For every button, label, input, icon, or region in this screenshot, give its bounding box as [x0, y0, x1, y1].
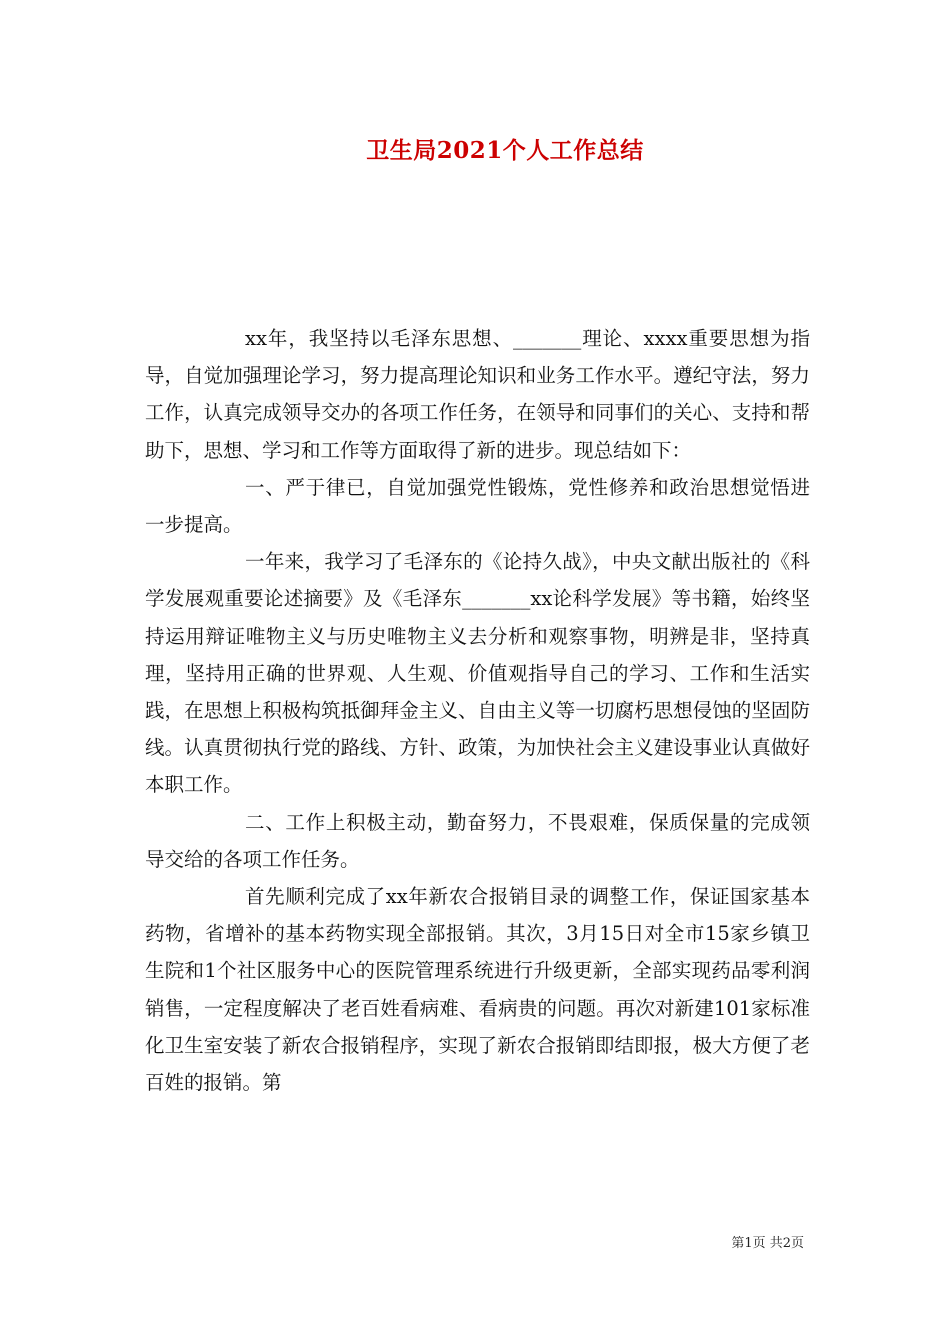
- document-title: 卫生局2021个人工作总结: [366, 137, 644, 164]
- paragraph-section-1-heading: 一、严于律已，自觉加强党性锻炼，党性修养和政治思想觉悟进一步提高。: [145, 475, 810, 537]
- paragraph-section-2-heading: 二、工作上积极主动，勤奋努力，不畏艰难，保质保量的完成领导交给的各项工作任务。: [145, 810, 810, 871]
- paragraph-section-1-body: 一年来，我学习了毛泽东的《论持久战》，中央文献出版社的《科学发展观重要论述摘要》及《毛泽东_______xx论科学发展》等书籍，始终坚持运用辩证唯物主义与历史唯物主义去分析和观察事物，明辨是非，坚持真理，坚持用正确的世界观、人生观、价值观指导自己的学习、工作和生活实践，在思想上积极构筑抵御拜金主义、自由主义等一切腐朽思想侵蚀的坚固防线。认真贯彻执行党的路线、方针、政策，为加快社会主义建设事业认真做好本职工作。: [145, 550, 810, 797]
- paragraph-intro: xx年，我坚持以毛泽东思想、_______理论、xxxx重要思想为指导，自觉加强理论学习，努力提高理论知识和业务工作水平。遵纪守法，努力工作，认真完成领导交办的各项工作任务，在领导和同事们的关心、支持和帮助下，思想、学习和工作等方面取得了新的进步。现总结如下：: [145, 327, 810, 462]
- document-body: [145, 320, 810, 1101]
- paragraph-section-2-body: 首先顺利完成了xx年新农合报销目录的调整工作，保证国家基本药物，省增补的基本药物实现全部报销。其次，3月15日对全市15家乡镇卫生院和1个社区服务中心的医院管理系统进行升级更新，全部实现药品零利润销售，一定程度解决了老百姓看病难、看病贵的问题。再次对新建101家标准化卫生室安装了新农合报销程序，实现了新农合报销即结即报，极大方便了老百姓的报销。第: [145, 885, 810, 1095]
- page-number-footer: 第1页 共2页: [731, 1236, 804, 1251]
